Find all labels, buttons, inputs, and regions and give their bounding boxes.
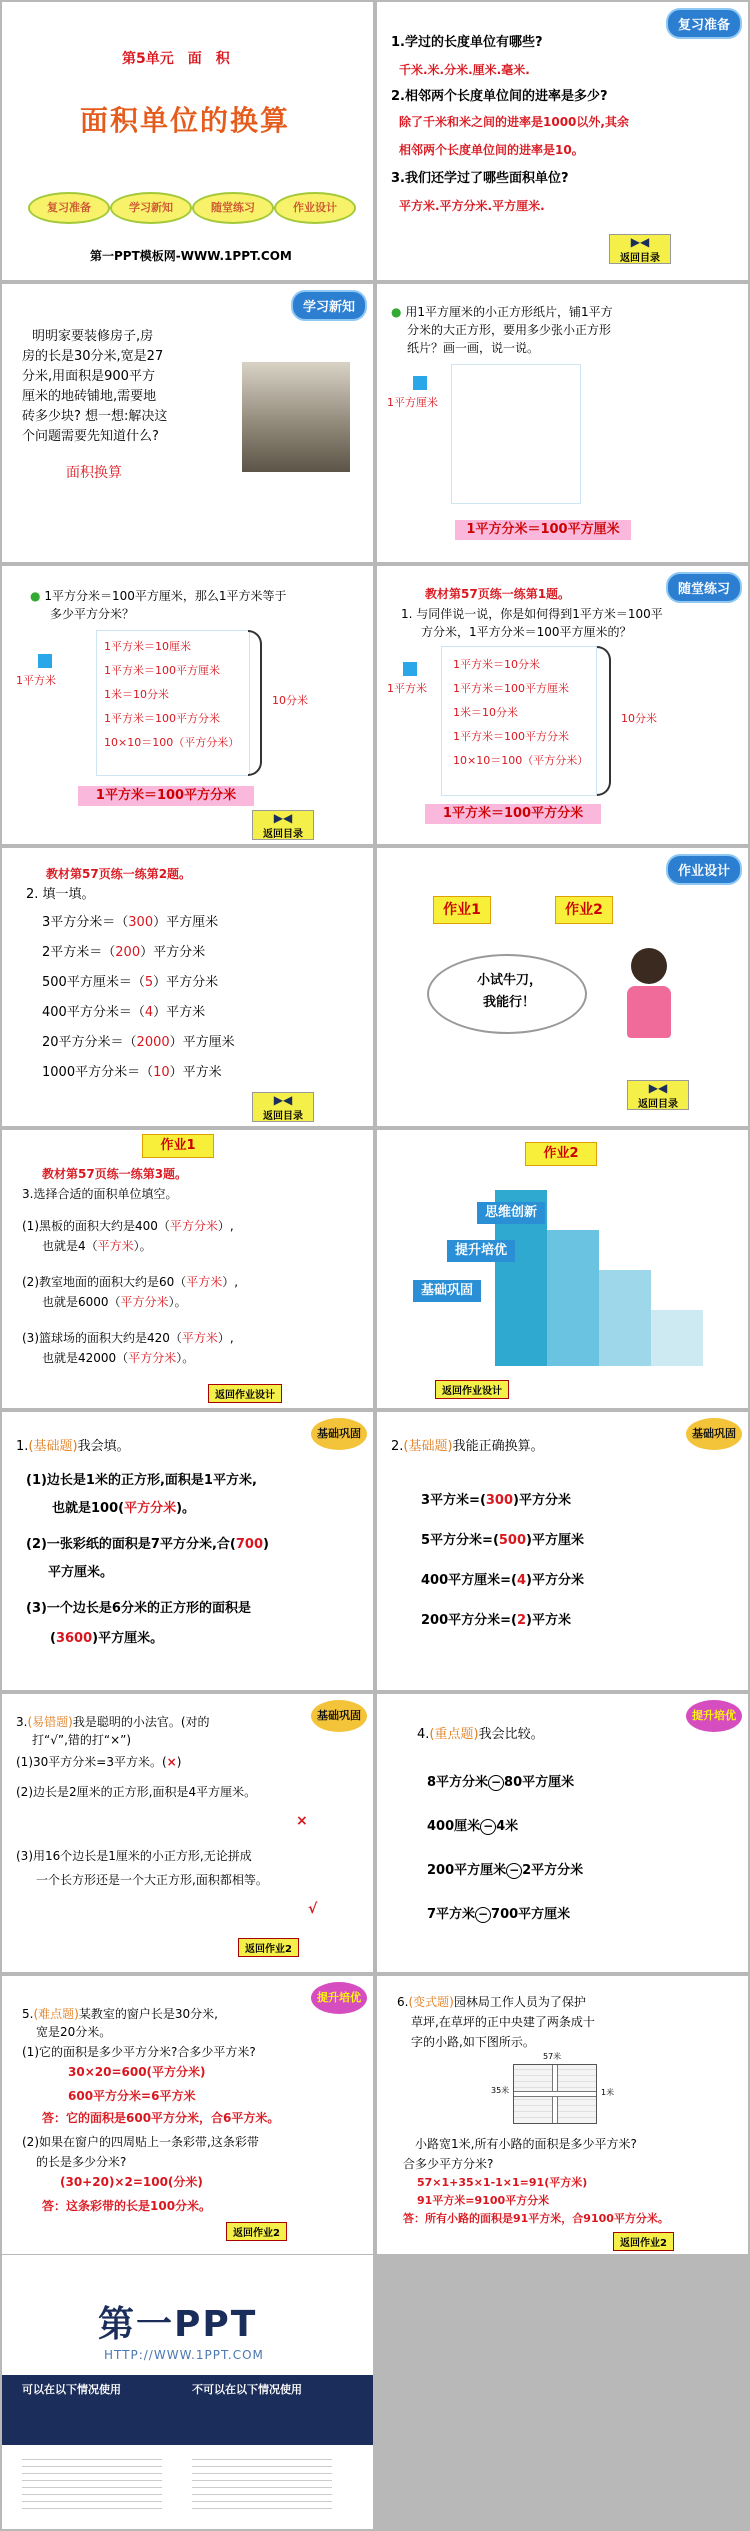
list-item: 400平方分米＝（4）平方米 <box>42 1005 206 1020</box>
level-badge: 基础巩固 <box>311 1418 367 1450</box>
review-q1: 1.学过的长度单位有哪些? <box>391 35 543 50</box>
square-label: 1平方厘米 <box>387 396 438 409</box>
practice-heading: 教材第57页练一练第3题。 <box>42 1167 188 1181</box>
list-item: 200平方分米=(2)平方米 <box>421 1613 571 1628</box>
square-label: 1平方米 <box>16 674 56 687</box>
green-dot-icon: ● <box>391 305 402 319</box>
brand-logo: 第一PPT <box>98 2304 258 2345</box>
cover-footer: 第一PPT模板网-WWW.1PPT.COM <box>90 249 292 263</box>
stair-step <box>651 1310 703 1366</box>
level-badge: 提升培优 <box>311 1982 367 2014</box>
list-item: 400平方厘米=(4)平方分米 <box>421 1573 584 1588</box>
step-innovation[interactable]: 思维创新 <box>477 1202 545 1224</box>
slide-judge: 基础巩固 3.(易错题)我是聪明的小法官。(对的 打“√”,错的打“×”) (1)30平方分米=3平方米。(×) (2)边长是2厘米的正方形,面积是4平方厘米。 × (3)用16个边长是1厘米的小正方形,无论拼成 一个长方形还是一个大正方形,面积都相等。 √ 返回作业2 <box>2 1694 373 1972</box>
back-to-homework2-link[interactable]: 返回作业2 <box>238 1938 299 1957</box>
homework-tag: 作业设计 <box>666 854 742 885</box>
list-item: 3平方分米＝（300）平方厘米 <box>42 915 219 930</box>
formula-bar: 1平方分米＝100平方厘米 <box>455 520 631 540</box>
slide-cover <box>2 2 373 280</box>
slide-window: 提升培优 5.(难点题)某教室的窗户长是30分米, 宽是20分米。 (1)它的面积是多少平方分米?合多少平方米? 30×20=600(平方分米) 600平方分米=6平方米 答：它的面积是600平方分米，合6平方米。 (2)如果在窗户的四周贴上一条彩带,这条彩带 的长是多少分米? (30+20)×2=100(分米) 答：这条彩带的长是100分米。 返回作业2 <box>2 1976 373 2254</box>
nav-review-button[interactable]: 复习准备 <box>28 192 110 224</box>
girl-cartoon <box>627 948 671 1040</box>
back-arrow-icon: ▶◀ <box>648 1081 668 1095</box>
not-allowed-heading: 不可以在以下情况使用 <box>192 2383 302 2396</box>
back-arrow-icon: ▶◀ <box>630 235 650 249</box>
homework2-title: 作业2 <box>525 1142 597 1166</box>
review-a2b: 相邻两个长度单位间的进率是10。 <box>399 143 584 157</box>
list-item: 400厘米 − 4米 <box>427 1818 519 1834</box>
level-badge: 基础巩固 <box>686 1418 742 1450</box>
slide-brand <box>2 2255 373 2529</box>
conversion-label: 面积换算 <box>66 465 122 481</box>
list-item: 200平方厘米 − 2平方分米 <box>427 1862 584 1878</box>
minus-circle-icon: − <box>480 1819 496 1835</box>
slide-square-m: ● 1平方分米＝100平方厘米，那么1平方米等于 多少平方分米？ 1平方米 1平方米＝10厘米 1平方米＝100平方厘米 1米＝10分米 1平方米＝100平方分米 10×10＝100（平方分米） 10分米 1平方米＝100平方分米 ▶◀ 返回目录 <box>2 566 373 844</box>
back-to-homework2-link[interactable]: 返回作业2 <box>226 2222 287 2241</box>
back-to-menu-button[interactable]: ▶◀ 返回目录 <box>252 810 314 840</box>
step-improve[interactable]: 提升培优 <box>447 1240 515 1262</box>
nav-homework-button[interactable]: 作业设计 <box>274 192 356 224</box>
practice-heading: 教材第57页练一练第1题。 <box>425 587 571 601</box>
slide-practice: 随堂练习 教材第57页练一练第1题。 1. 与同伴说一说，你是如何得到1平方米＝100平 方分米，1平方分米＝100平方厘米的？ 1平方米 1平方米＝10分米 1平方米＝100平方厘米 1米＝10分米 1平方米＝100平方分米 10×10＝100（平方分米） 10分米 1平方米＝100平方分米 <box>377 566 748 844</box>
page-title: 面积单位的换算 <box>80 104 291 137</box>
slide-fill-in: 教材第57页练一练第2题。 2. 填一填。 3平方分米＝（300）平方厘米 2平方米＝（200）平方分米 500平方厘米＝（5）平方分米 400平方分米＝（4）平方米 20平方分米＝（2000）平方厘米 1000平方分米＝（10）平方米 ▶◀ 返回目录 <box>2 848 373 1126</box>
list-item: 1000平方分米＝（10）平方米 <box>42 1065 222 1080</box>
big-square <box>451 364 581 504</box>
list-item: 500平方厘米＝（5）平方分米 <box>42 975 219 990</box>
brace-icon <box>597 646 611 796</box>
slide-basic-convert: 基础巩固 2.(基础题)我能正确换算。 3平方米=(300)平方分米 5平方分米=(500)平方厘米 400平方厘米=(4)平方分米 200平方分米=(2)平方米 <box>377 1412 748 1690</box>
minus-circle-icon: − <box>506 1863 522 1879</box>
back-to-homework-link[interactable]: 返回作业设计 <box>435 1380 509 1399</box>
review-a1: 千米.米.分米.厘米.毫米. <box>399 63 530 77</box>
review-q2: 2.相邻两个长度单位间的进率是多少? <box>391 89 608 104</box>
minus-circle-icon: − <box>488 1775 504 1791</box>
small-square-icon <box>38 654 52 668</box>
slide-homework1: 作业1 教材第57页练一练第3题。 3.选择合适的面积单位填空。 (1)黑板的面积大约是400（平方分米）, 也就是4（平方米）。 (2)教室地面的面积大约是60（平方米）, 也就是6000（平方分米）。 (3)篮球场的面积大约是420（平方米）, 也就是42000（平方分米）。 返回作业设计 <box>2 1130 373 1408</box>
slide-review <box>377 2 748 280</box>
homework1-title: 作业1 <box>142 1134 214 1158</box>
nav-new-button[interactable]: 学习新知 <box>110 192 192 224</box>
step-basic[interactable]: 基础巩固 <box>413 1280 481 1302</box>
back-to-homework-link[interactable]: 返回作业设计 <box>208 1384 282 1403</box>
back-to-menu-button[interactable]: ▶◀ 返回目录 <box>627 1080 689 1110</box>
practice-heading: 教材第57页练一练第2题。 <box>46 867 192 881</box>
slide-path: 6.(变式题)园林局工作人员为了保护 草坪,在草坪的正中央建了两条成十 字的小路,如下图所示。 57米 35米 1米 小路宽1米,所有小路的面积是多少平方米? 合多少平方分米? 57×1+35×1-1×1=91(平方米) 91平方米=9100平方分米 答：所有小路的面积是91平方米，合9100平方分米。 返回作业2 <box>377 1976 748 2254</box>
list-item: 7平方米 − 700平方厘米 <box>427 1906 571 1922</box>
small-square-icon <box>413 376 427 390</box>
formula-bar: 1平方米＝100平方分米 <box>425 804 601 824</box>
back-arrow-icon: ▶◀ <box>273 1093 293 1107</box>
slide-new-knowledge: 学习新知 明明家要装修房子,房 房的长是30分米,宽是27 分米,用面积是900平方 厘米的地砖铺地,需要地 砖多少块? 想一想:解决这 个问题需要先知道什么? 面积换算 <box>2 284 373 562</box>
slide-compare: 提升培优 4.(重点题)我会比较。 8平方分米 − 80平方厘米 400厘米 − 4米 200平方厘米 − 2平方分米 7平方米 − 700平方厘米 <box>377 1694 748 1972</box>
lawn-diagram <box>513 2064 597 2124</box>
slide-basic-fill: 基础巩固 1.(基础题)我会填。 (1)边长是1米的正方形,面积是1平方米, 也就是100(平方分米)。 (2)一张彩纸的面积是7平方分米,合(700) 平方厘米。 (3)一个边长是6分米的正方形的面积是 (3600)平方厘米。 <box>2 1412 373 1690</box>
link-list-left <box>22 2459 162 2515</box>
license-banner <box>2 2375 373 2445</box>
stair-step <box>599 1270 651 1366</box>
side-length-label: 10分米 <box>621 712 657 725</box>
review-q3: 3.我们还学过了哪些面积单位? <box>391 171 569 186</box>
judge-mark: √ <box>308 1901 318 1917</box>
slide-square-dm: ● 用1平方厘米的小正方形纸片，铺1平方 分米的大正方形，要用多少张小正方形 纸片？画一画，说一说。 1平方厘米 1平方分米＝100平方厘米 <box>377 284 748 562</box>
homework1-button[interactable]: 作业1 <box>433 896 491 924</box>
list-item: 5平方分米=(500)平方厘米 <box>421 1533 584 1548</box>
list-item: 3平方米=(300)平方分米 <box>421 1493 571 1508</box>
back-arrow-icon: ▶◀ <box>273 811 293 825</box>
practice-tag: 随堂练习 <box>666 572 742 603</box>
slide-homework2 <box>377 1130 748 1408</box>
allowed-heading: 可以在以下情况使用 <box>22 2383 121 2396</box>
side-length-label: 10分米 <box>272 694 308 707</box>
level-badge: 提升培优 <box>686 1700 742 1732</box>
list-item: 2平方米＝（200）平方分米 <box>42 945 206 960</box>
list-item: 8平方分米 − 80平方厘米 <box>427 1774 575 1790</box>
kitchen-photo <box>242 362 350 472</box>
green-dot-icon: ● <box>30 589 41 603</box>
judge-mark: × <box>296 1813 308 1829</box>
back-to-menu-button[interactable]: ▶◀ 返回目录 <box>252 1092 314 1122</box>
brand-url: HTTP://WWW.1PPT.COM <box>104 2348 264 2362</box>
review-a3: 平方米.平方分米.平方厘米. <box>399 199 545 213</box>
formula-bar: 1平方米＝100平方分米 <box>78 786 254 806</box>
nav-practice-button[interactable]: 随堂练习 <box>192 192 274 224</box>
new-tag: 学习新知 <box>291 290 367 321</box>
unit-label: 第5单元 面 积 <box>122 51 230 67</box>
square-label: 1平方米 <box>387 682 427 695</box>
review-a2a: 除了千米和米之间的进率是1000以外,其余 <box>399 115 629 129</box>
minus-circle-icon: − <box>475 1907 491 1923</box>
small-square-icon <box>403 662 417 676</box>
stair-step <box>547 1230 599 1366</box>
review-tag: 复习准备 <box>666 8 742 39</box>
brace-icon <box>248 630 262 776</box>
slide-homework-menu: 作业设计 作业1 作业2 小试牛刀， 我能行！ ▶◀ 返回目录 <box>377 848 748 1126</box>
level-badge: 基础巩固 <box>311 1700 367 1732</box>
back-to-menu-button[interactable]: ▶◀ 返回目录 <box>609 234 671 264</box>
link-list-right <box>192 2459 332 2515</box>
back-to-homework2-link[interactable]: 返回作业2 <box>613 2232 674 2251</box>
homework2-button[interactable]: 作业2 <box>555 896 613 924</box>
list-item: 20平方分米＝（2000）平方厘米 <box>42 1035 235 1050</box>
